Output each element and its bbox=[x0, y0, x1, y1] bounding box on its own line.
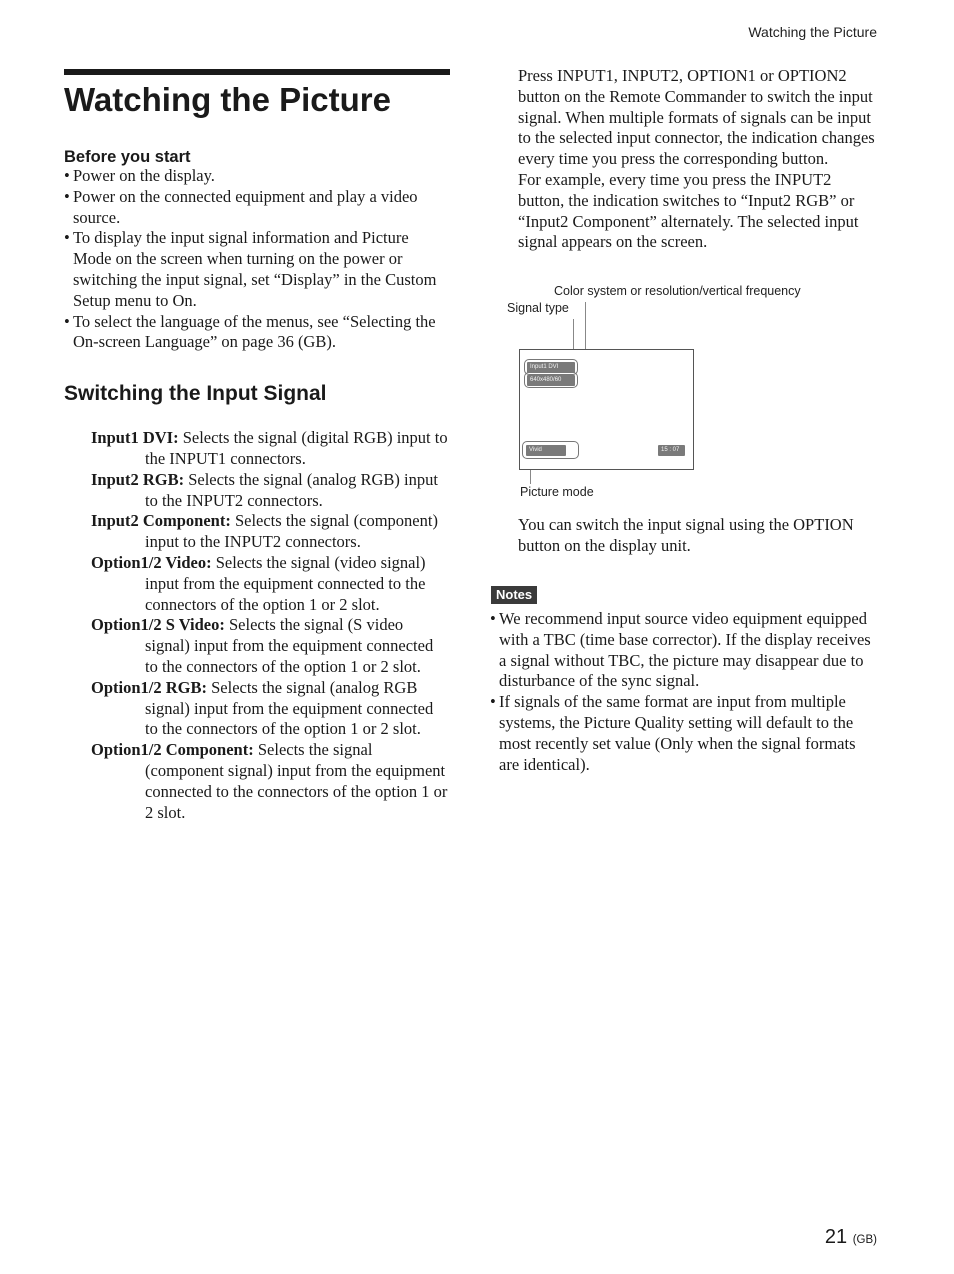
definition-list bbox=[64, 428, 450, 823]
osd-figure bbox=[500, 282, 830, 507]
definition-text: Selects the signal (component signal) input from the equipment connected to the connectors of the option 1 or 2 slot. bbox=[145, 740, 448, 822]
example-paragraph: For example, every time you press the INPUT2 button, the indication switches to “Input2 RGB” or “Input2 Component” alternately. The selected input signal appears on the screen. bbox=[518, 169, 859, 252]
definition-item bbox=[91, 678, 450, 740]
definition-text: Selects the signal (video signal) input from the equipment connected to the connectors of the option 1 or 2 slot. bbox=[145, 552, 426, 614]
bullet-item: • To display the input signal information and Picture Mode on the screen when turning on the power or switching the input signal, set “Display” in the Custom Setup menu to On. bbox=[64, 228, 437, 310]
definition-text: Selects the signal (analog RGB) input to the INPUT2 connectors. bbox=[145, 469, 438, 510]
notes-list bbox=[490, 609, 876, 775]
definition-term: Option1/2 Component: bbox=[91, 740, 254, 760]
definition-item bbox=[91, 428, 450, 470]
definition-item bbox=[91, 470, 450, 512]
definition-text: Selects the signal (digital RGB) input to the INPUT1 connectors. bbox=[145, 428, 448, 468]
right-column-intro bbox=[518, 66, 878, 253]
before-you-start-list bbox=[64, 166, 450, 353]
title-rule bbox=[64, 69, 450, 75]
picture-mode-label: Picture mode bbox=[520, 485, 594, 499]
definition-text: Selects the signal (S video signal) input from the equipment connected to the connectors of the option 1 or 2 slot. bbox=[145, 615, 434, 676]
definition-text: Selects the signal (analog RGB signal) input from the equipment connected to the connectors of the option 1 or 2 slot. bbox=[145, 677, 434, 739]
intro-paragraph: Press INPUT1, INPUT2, OPTION1 or OPTION2 button on the Remote Commander to switch the input signal. When multiple formats of signals can be input to the selected input connector, the indication changes every time you press the corresponding button. bbox=[518, 66, 875, 169]
definition-term: Option1/2 Video: bbox=[91, 552, 212, 572]
definition-text: Selects the signal (component) input to the INPUT2 connectors. bbox=[145, 511, 438, 552]
definition-item bbox=[91, 615, 450, 677]
definition-term: Option1/2 RGB: bbox=[91, 677, 207, 697]
section-title: Switching the Input Signal bbox=[64, 382, 327, 406]
definition-item bbox=[91, 511, 450, 553]
notes-badge: Notes bbox=[491, 586, 537, 604]
screen-frame bbox=[519, 349, 694, 470]
running-header: Watching the Picture bbox=[748, 24, 877, 40]
note-item: • If signals of the same format are input from multiple systems, the Picture Quality setting will default to the most recently set value (Only when the signal formats are identical). bbox=[490, 692, 856, 774]
page-title: Watching the Picture bbox=[64, 81, 391, 118]
page-number-value: 21 bbox=[824, 1226, 848, 1248]
before-you-start-heading: Before you start bbox=[64, 148, 191, 166]
osd-resolution: 640x480/60 bbox=[527, 375, 575, 386]
osd-time: 15 : 07 bbox=[658, 445, 685, 456]
bullet-item: • Power on the display. bbox=[64, 166, 215, 185]
bullet-item: • Power on the connected equipment and play a video source. bbox=[64, 186, 418, 227]
note-item: • We recommend input source video equipment equipped with a TBC (time base corrector). If the display receives a signal without TBC, the picture may disappear due to disturbance of the sync signal. bbox=[490, 609, 871, 691]
page-number bbox=[825, 1226, 877, 1249]
color-system-label: Color system or resolution/vertical frequency bbox=[554, 284, 801, 298]
osd-picture-mode: Vivid bbox=[526, 445, 566, 456]
page-number-suffix: (GB) bbox=[852, 1234, 877, 1246]
left-column bbox=[64, 69, 450, 823]
bullet-item: • To select the language of the menus, see “Selecting the On-screen Language” on page 36 (GB). bbox=[64, 311, 436, 352]
definition-term: Option1/2 S Video: bbox=[91, 615, 225, 635]
definition-term: Input1 DVI: bbox=[91, 428, 179, 448]
osd-signal-type: Input1 DVI bbox=[527, 362, 575, 373]
definition-item bbox=[91, 740, 450, 823]
definition-item bbox=[91, 553, 450, 615]
signal-type-label: Signal type bbox=[507, 301, 569, 315]
option-paragraph: You can switch the input signal using the OPTION button on the display unit. bbox=[518, 515, 854, 555]
definition-term: Input2 Component: bbox=[91, 511, 231, 531]
definition-term: Input2 RGB: bbox=[91, 469, 185, 489]
